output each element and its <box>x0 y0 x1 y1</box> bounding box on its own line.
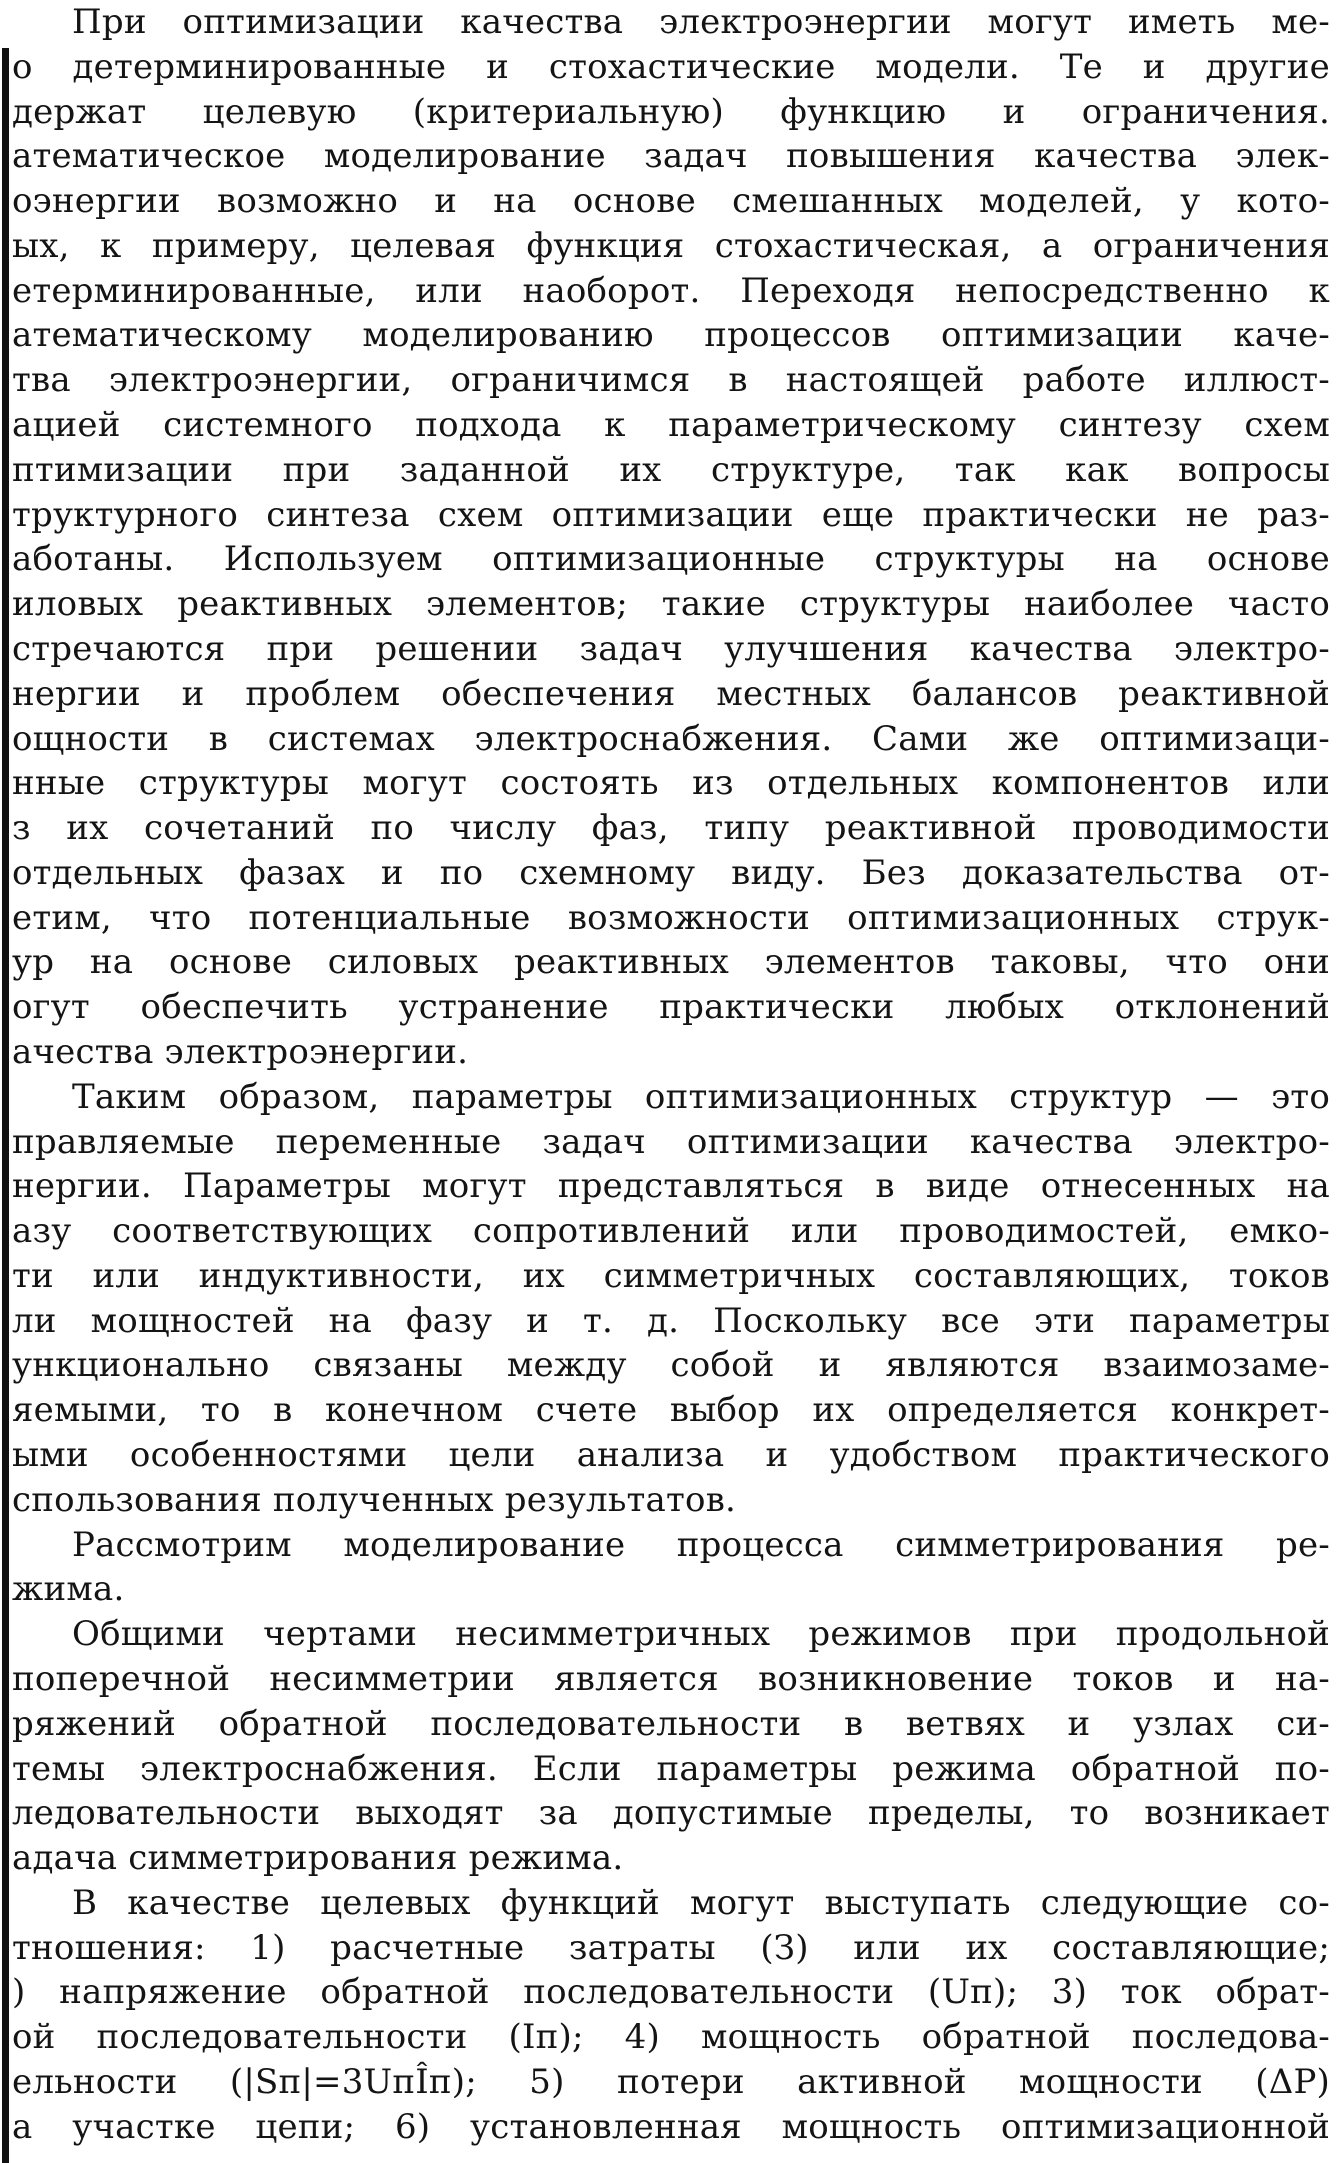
text-line: тношения: 1) расчетные затраты (З) или их составляющие; <box>12 1928 1330 1968</box>
text-line: жима. <box>12 1569 125 1609</box>
text-line: атематическому моделированию процессов оптимизации каче- <box>12 315 1330 355</box>
page-left-edge-shadow <box>2 48 9 2163</box>
text-line: оэнергии возможно и на основе смешанных моделей, у кото- <box>12 181 1330 221</box>
text-line: При оптимизации качества электроэнергии могут иметь ме- <box>72 2 1330 42</box>
text-line: огут обеспечить устранение практически любых отклонений <box>12 987 1330 1027</box>
text-line: нергии и проблем обеспечения местных балансов реактивной <box>12 674 1330 714</box>
text-line: етим, что потенциальные возможности оптимизационных струк- <box>12 898 1330 938</box>
text-line: о детерминированные и стохастические модели. Те и другие <box>12 47 1330 87</box>
text-line: ачества электроэнергии. <box>12 1032 469 1072</box>
text-line: ли мощностей на фазу и т. д. Поскольку все эти параметры <box>12 1301 1330 1341</box>
text-line: Таким образом, параметры оптимизационных структур — это <box>72 1077 1330 1117</box>
text-line: аботаны. Используем оптимизационные структуры на основе <box>12 539 1330 579</box>
text-line: атематическое моделирование задач повышения качества элек- <box>12 136 1330 176</box>
text-line: В качестве целевых функций могут выступать следующие со- <box>72 1883 1330 1923</box>
text-line: етерминированные, или наоборот. Переходя непосредственно к <box>12 271 1330 311</box>
text-line: темы электроснабжения. Если параметры режима обратной по- <box>12 1749 1330 1789</box>
text-line: держат целевую (критериальную) функцию и ограничения. <box>12 92 1330 132</box>
text-line: а участке цепи; 6) установленная мощность оптимизационной <box>12 2107 1330 2147</box>
text-line: з их сочетаний по числу фаз, типу реактивной проводимости <box>12 808 1330 848</box>
text-line: нные структуры могут состоять из отдельных компонентов или <box>12 763 1330 803</box>
text-line: стречаются при решении задач улучшения качества электро- <box>12 629 1330 669</box>
text-line: труктурного синтеза схем оптимизации еще практически не раз- <box>12 495 1330 535</box>
text-line: птимизации при заданной их структуре, так как вопросы <box>12 450 1330 490</box>
text-line: ур на основе силовых реактивных элементов таковы, что они <box>12 942 1330 982</box>
text-line: правляемые переменные задач оптимизации качества электро- <box>12 1122 1330 1162</box>
text-line: адача симметрирования режима. <box>12 1838 624 1878</box>
text-line: ункционально связаны между собой и являются взаимозаме- <box>12 1345 1330 1385</box>
text-line: ых, к примеру, целевая функция стохастическая, а ограничения <box>12 226 1330 266</box>
text-line: спользования полученных результатов. <box>12 1480 737 1520</box>
text-line: поперечной несимметрии является возникновение токов и на- <box>12 1659 1330 1699</box>
text-line: ацией системного подхода к параметрическому синтезу схем <box>12 405 1330 445</box>
text-line: иловых реактивных элементов; такие структуры наиболее часто <box>12 584 1330 624</box>
text-line: азу соответствующих сопротивлений или проводимостей, емко- <box>12 1211 1330 1251</box>
text-line: ледовательности выходят за допустимые пределы, то возникает <box>12 1793 1330 1833</box>
text-line: нергии. Параметры могут представляться в виде отнесенных на <box>12 1166 1330 1206</box>
text-line: ряжений обратной последовательности в ветвях и узлах си- <box>12 1704 1330 1744</box>
text-line: ти или индуктивности, их симметричных составляющих, токов <box>12 1256 1330 1296</box>
text-line: Общими чертами несимметричных режимов при продольной <box>72 1614 1330 1654</box>
text-line: ) напряжение обратной последовательности (Uп); 3) ток обрат- <box>12 1972 1330 2012</box>
text-line: ощности в системах электроснабжения. Сами же оптимизаци- <box>12 719 1330 759</box>
text-line: ельности (|Sп|=3UпÎп); 5) потери активной мощности (ΔP) <box>12 2062 1330 2102</box>
text-line: ыми особенностями цели анализа и удобством практического <box>12 1435 1330 1475</box>
text-line: ой последовательности (Iп); 4) мощность обратной последова- <box>12 2017 1330 2057</box>
text-line: отдельных фазах и по схемному виду. Без доказательства от- <box>12 853 1330 893</box>
text-line: тва электроэнергии, ограничимся в настоящей работе иллюст- <box>12 360 1330 400</box>
text-line: яемыми, то в конечном счете выбор их определяется конкрет- <box>12 1390 1330 1430</box>
text-line: Рассмотрим моделирование процесса симметрирования ре- <box>72 1525 1330 1565</box>
